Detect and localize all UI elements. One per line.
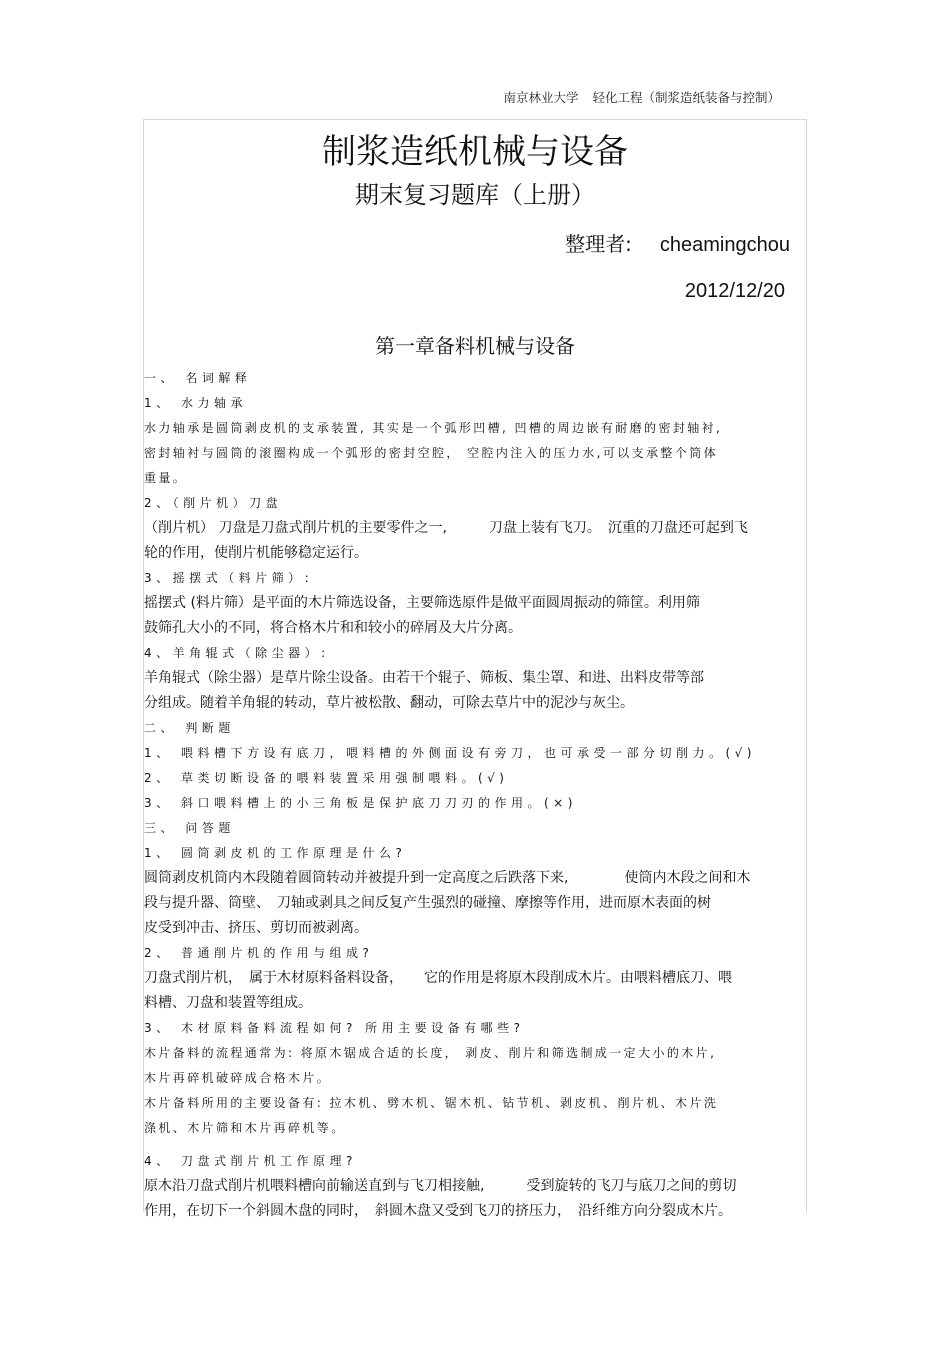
text-line: （削片机） 刀盘是刀盘式削片机的主要零件之一, 刀盘上装有飞刀。 沉重的刀盘还可起到飞	[144, 520, 748, 536]
text-line: 段与提升器、筒壁、 刀轴或剥具之间反复产生强烈的碰撞、摩擦等作用，进而原木表面的树	[144, 895, 711, 911]
document-date: 2012/12/20	[684, 280, 785, 302]
header-course: 轻化工程（制浆造纸装备与控制）	[592, 90, 780, 105]
text-line: 鼓筛孔大小的不同，将合格木片和和较小的碎屑及大片分离。	[144, 620, 522, 636]
text-line: 2、 草类切断设备的喂料装置采用强制喂料。(√)	[144, 771, 509, 785]
text-line: 木片再碎机破碎成合格木片。	[144, 1071, 332, 1085]
text-line: 1、 水力轴承	[144, 396, 247, 410]
text-line: 3、摇摆式（料片筛）:	[144, 571, 314, 585]
compiler-name: cheamingchou	[659, 234, 790, 256]
page-header	[503, 88, 780, 106]
text-line: 摇摆式 (料片筛）是平面的木片筛选设备，主要筛选原件是做平面圆周振动的筛筐。利用筛	[144, 595, 700, 611]
text-line: 4、 刀盘式削片机工作原理?	[144, 1154, 357, 1168]
text-line: 木片备料所用的主要设备有: 拉木机、劈木机、锯木机、钻节机、剥皮机、削片机、木片洗	[144, 1096, 719, 1110]
text-line: 重量。	[144, 471, 188, 485]
text-line: 3、 木材原料备料流程如何? 所用主要设备有哪些?	[144, 1021, 525, 1035]
text-line: 二、 判断题	[144, 721, 235, 735]
spacer	[144, 1141, 806, 1149]
text-line: 作用，在切下一个斜圆木盘的同时， 斜圆木盘又受到飞刀的挤压力， 沿纤维方向分裂成木片。	[144, 1203, 732, 1219]
text-line: 2、（削片机）刀盘	[144, 496, 283, 510]
compiler-label: 整理者:	[565, 232, 632, 256]
text-line: 刀盘式削片机， 属于木材原料备料设备， 它的作用是将原木段削成木片。由喂料槽底刀、喂	[144, 970, 732, 986]
text-line: 皮受到冲击、挤压、剪切而被剥离。	[144, 920, 368, 936]
header-university: 南京林业大学	[503, 90, 579, 105]
text-line: 轮的作用，使削片机能够稳定运行。	[144, 545, 368, 561]
document-body	[144, 366, 806, 1224]
text-line: 圆筒剥皮机筒内木段随着圆筒转动并被提升到一定高度之后跌落下来, 使筒内木段之间和木	[144, 870, 751, 886]
compiler-line	[565, 228, 790, 257]
text-line: 一、 名词解释	[144, 371, 252, 385]
text-line: 三、 问答题	[144, 821, 235, 835]
text-line: 羊角辊式（除尘器）是草片除尘设备。由若干个辊子、筛板、集尘罩、和进、出料皮带等部	[144, 670, 704, 686]
text-line: 料槽、刀盘和装置等组成。	[144, 995, 312, 1011]
text-line: 2、 普通削片机的作用与组成?	[144, 946, 374, 960]
text-line: 木片备料的流程通常为: 将原木锯成合适的长度， 剥皮、削片和筛选制成一定大小的木片,	[144, 1046, 717, 1060]
document-subtitle: 期末复习题库（上册）	[355, 181, 595, 209]
text-line: 涤机、木片筛和木片再碎机等。	[144, 1121, 346, 1135]
text-line: 4、羊角辊式（除尘器）:	[144, 646, 330, 660]
chapter-title: 第一章备料机械与设备	[375, 334, 575, 358]
text-line: 3、 斜口喂料槽上的小三角板是保护底刀刀刃的作用。(×)	[144, 796, 577, 810]
text-line: 1、 圆筒剥皮机的工作原理是什么?	[144, 846, 407, 860]
text-line: 密封轴衬与圆筒的滚圈构成一个弧形的密封空腔， 空腔内注入的压力水,可以支承整个筒体	[144, 446, 719, 460]
document-title: 制浆造纸机械与设备	[322, 132, 628, 172]
text-line: 1、 喂料槽下方设有底刀，喂料槽的外侧面设有旁刀，也可承受一部分切削力。(√)	[144, 746, 756, 760]
text-line: 原木沿刀盘式削片机喂料槽向前输送直到与飞刀相接触, 受到旋转的飞刀与底刀之间的剪切	[144, 1178, 737, 1194]
text-line: 水力轴承是圆筒剥皮机的支承装置, 其实是一个弧形凹槽, 凹槽的周边嵌有耐磨的密封轴衬,	[144, 421, 723, 435]
text-line: 分组成。随着羊角辊的转动，草片被松散、翻动，可除去草片中的泥沙与灰尘。	[144, 695, 634, 711]
